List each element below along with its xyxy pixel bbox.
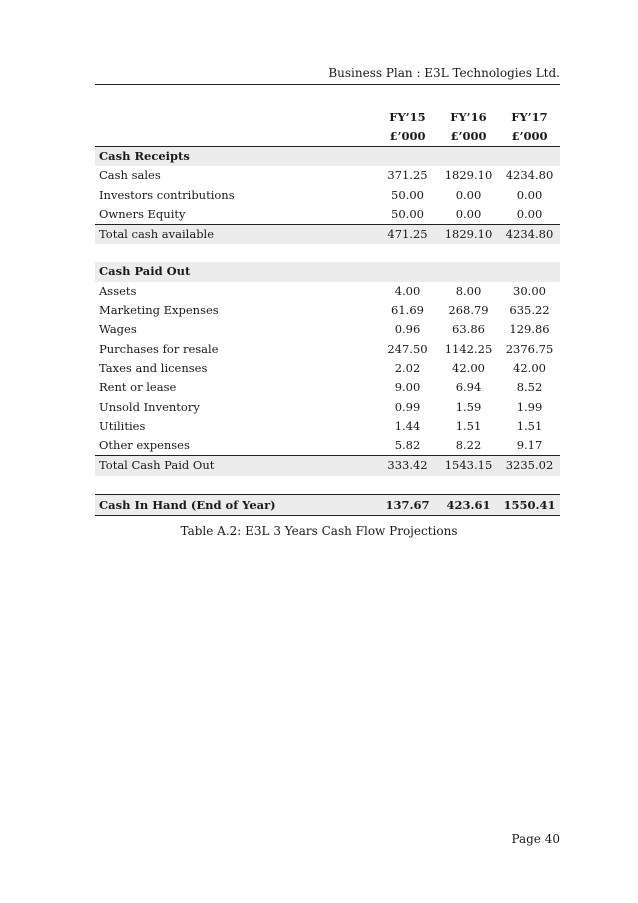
unit-label: £’000	[450, 129, 487, 143]
row-label: Purchases for resale	[99, 341, 219, 356]
row-label: Investors contributions	[99, 187, 235, 202]
section-header-cash-paid-out	[95, 262, 560, 281]
cash-in-hand-row	[95, 494, 560, 515]
cell-value: 371.25	[387, 168, 428, 183]
row-label: Cash In Hand (End of Year)	[95, 494, 377, 515]
table-row	[95, 205, 560, 225]
cell-value: 6.94	[455, 380, 482, 395]
cell-value: 0.00	[455, 187, 482, 202]
cell-value: 3235.02	[499, 456, 560, 476]
cell-value: 30.00	[513, 283, 546, 298]
cell-value: 129.86	[509, 322, 550, 337]
cell-value: 61.69	[391, 303, 424, 318]
cell-value: 423.61	[438, 494, 499, 515]
unit-label: £’000	[511, 129, 548, 143]
row-label: Marketing Expenses	[99, 303, 219, 318]
cell-value: 0.00	[516, 206, 543, 221]
cell-value: 268.79	[448, 303, 489, 318]
cell-value: 4.00	[394, 283, 421, 298]
spacer-row	[95, 244, 560, 262]
page-number: Page 40	[511, 832, 560, 846]
cell-value: 1550.41	[499, 494, 560, 515]
cell-value: 333.42	[377, 456, 438, 476]
cell-value: 8.52	[516, 380, 543, 395]
column-header-row	[95, 108, 560, 127]
row-label: Owners Equity	[99, 206, 186, 221]
row-label: Taxes and licenses	[99, 360, 208, 375]
cell-value: 635.22	[509, 303, 550, 318]
cell-value: 1142.25	[444, 341, 493, 356]
cell-value: 0.96	[394, 322, 421, 337]
section-header-cash-receipts	[95, 147, 560, 167]
cell-value: 5.82	[394, 438, 421, 453]
row-label: Assets	[99, 283, 137, 298]
cell-value: 4234.80	[505, 168, 554, 183]
cell-value: 50.00	[391, 206, 424, 221]
cell-value: 137.67	[377, 494, 438, 515]
unit-label: £’000	[389, 129, 426, 143]
row-label: Cash sales	[99, 168, 161, 183]
cell-value: 1829.10	[444, 168, 493, 183]
cell-value: 9.17	[516, 438, 543, 453]
table-row	[95, 301, 560, 320]
cell-value: 1.59	[455, 399, 482, 414]
total-row-cash-paid-out	[95, 456, 560, 476]
column-header-fy16: FY’16	[450, 110, 487, 124]
row-label: Total cash available	[95, 225, 377, 245]
table-row	[95, 320, 560, 339]
spacer-row	[95, 476, 560, 495]
table-row	[95, 166, 560, 185]
table-row	[95, 186, 560, 205]
cell-value: 471.25	[377, 225, 438, 245]
cell-value: 0.00	[516, 187, 543, 202]
cell-value: 1.51	[516, 418, 543, 433]
row-label: Wages	[99, 322, 137, 337]
units-row	[95, 127, 560, 147]
row-label: Unsold Inventory	[99, 399, 200, 414]
table-row	[95, 282, 560, 301]
row-label: Rent or lease	[99, 380, 177, 395]
cell-value: 42.00	[452, 360, 485, 375]
cell-value: 1543.15	[438, 456, 499, 476]
column-header-fy15: FY’15	[389, 110, 426, 124]
table-row	[95, 398, 560, 417]
header-rule	[95, 84, 560, 85]
cell-value: 4234.80	[499, 225, 560, 245]
cash-flow-table	[95, 108, 560, 516]
section-title: Cash Paid Out	[95, 262, 377, 281]
table-row	[95, 436, 560, 456]
row-label: Utilities	[99, 418, 146, 433]
cell-value: 1.99	[516, 399, 543, 414]
cell-value: 1.51	[455, 418, 482, 433]
column-header-fy17: FY’17	[511, 110, 548, 124]
cell-value: 50.00	[391, 187, 424, 202]
cell-value: 42.00	[513, 360, 546, 375]
cell-value: 8.22	[455, 438, 482, 453]
table-row	[95, 340, 560, 359]
total-row-cash-available	[95, 225, 560, 245]
running-header: Business Plan : E3L Technologies Ltd.	[328, 66, 560, 80]
cell-value: 9.00	[394, 380, 421, 395]
cell-value: 2376.75	[505, 341, 554, 356]
cell-value: 8.00	[455, 283, 482, 298]
cell-value: 0.99	[394, 399, 421, 414]
cell-value: 2.02	[394, 360, 421, 375]
row-label: Total Cash Paid Out	[95, 456, 377, 476]
table-row	[95, 359, 560, 378]
cell-value: 1829.10	[438, 225, 499, 245]
table-row	[95, 378, 560, 397]
row-label: Other expenses	[99, 438, 190, 453]
table-caption: Table A.2: E3L 3 Years Cash Flow Projections	[180, 524, 458, 538]
section-title: Cash Receipts	[95, 147, 377, 167]
cell-value: 0.00	[455, 206, 482, 221]
table-row	[95, 417, 560, 436]
cell-value: 1.44	[394, 418, 421, 433]
cell-value: 247.50	[387, 341, 428, 356]
cell-value: 63.86	[452, 322, 485, 337]
